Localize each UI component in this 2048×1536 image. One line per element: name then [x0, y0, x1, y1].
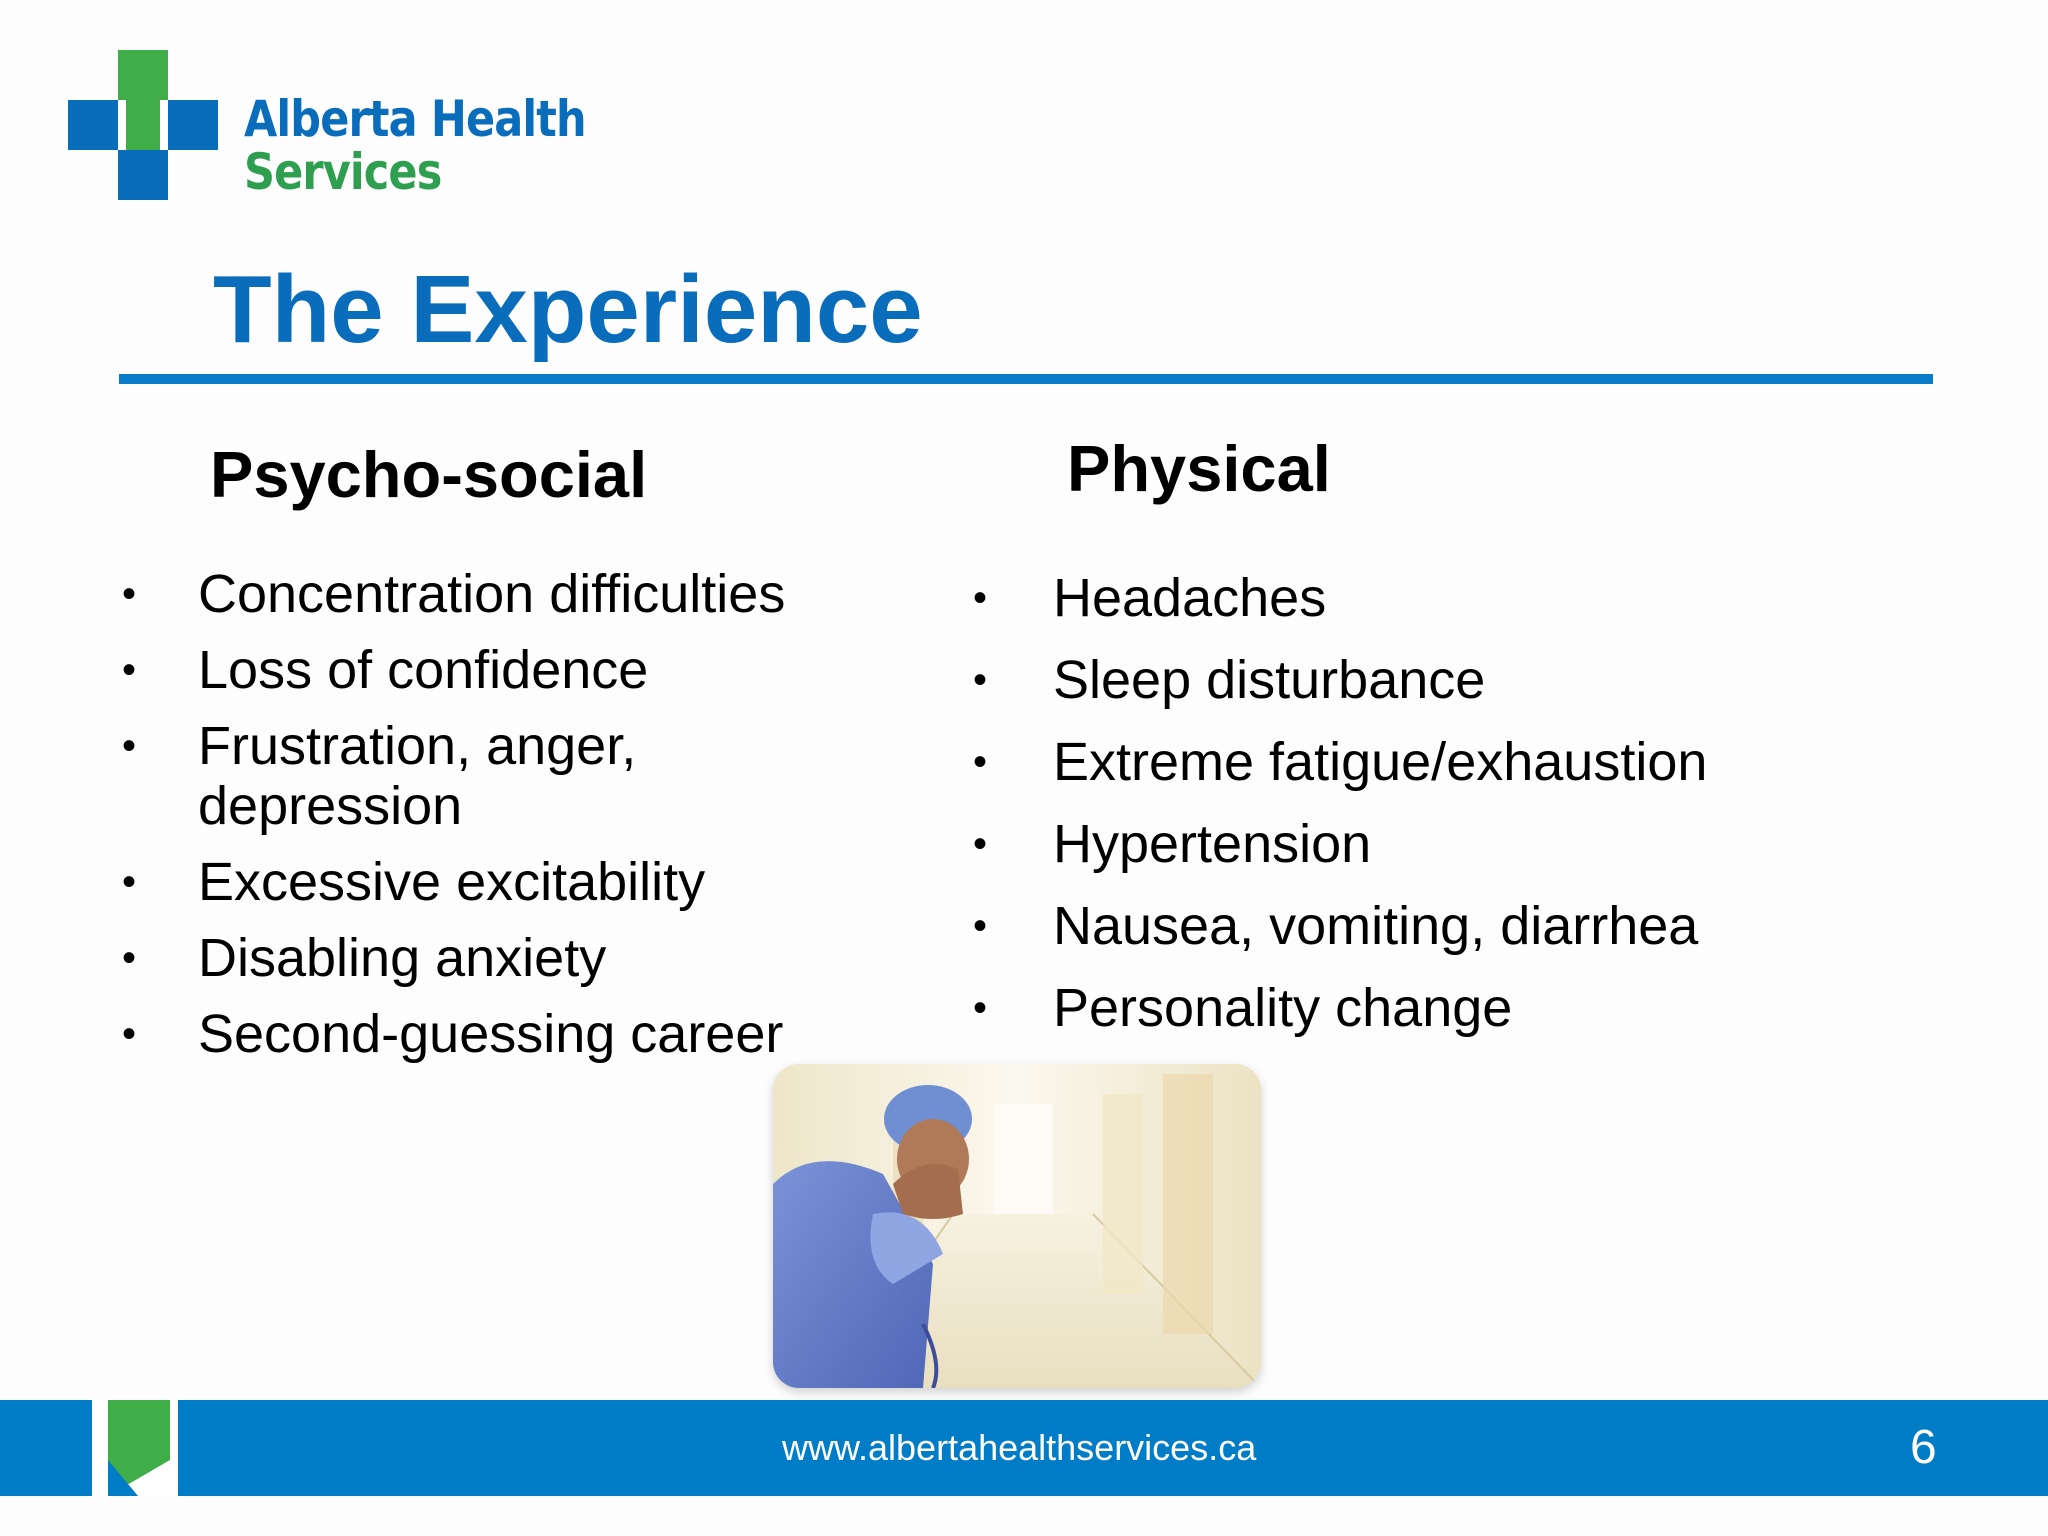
list-item	[122, 564, 858, 624]
bullet-icon: •	[973, 822, 988, 866]
list-item-text: Frustration, anger, depression	[198, 716, 637, 836]
bullet-icon: •	[973, 986, 988, 1030]
physical-list	[973, 568, 1853, 1060]
bullet-icon: •	[122, 648, 137, 692]
list-item-text: Extreme fatigue/exhaustion	[1053, 732, 1708, 792]
bullet-icon: •	[122, 860, 137, 904]
slide-title: The Experience	[213, 256, 923, 363]
logo-text-line2: Services	[244, 143, 442, 201]
list-item-text: Second-guessing career	[198, 1004, 784, 1064]
bullet-icon: •	[122, 936, 137, 980]
list-item	[122, 928, 858, 988]
list-item	[973, 978, 1853, 1038]
footer-website-link[interactable]: www.albertahealthservices.ca	[782, 1427, 1257, 1468]
psycho-social-list	[122, 564, 858, 1080]
list-item	[973, 896, 1853, 956]
list-item	[973, 814, 1853, 874]
footer-logo-block	[0, 1400, 92, 1496]
list-item	[122, 716, 858, 836]
list-item	[122, 852, 858, 912]
list-item	[973, 568, 1853, 628]
list-item	[973, 650, 1853, 710]
alberta-health-services-logo	[68, 50, 588, 200]
list-item-text: Concentration difficulties	[198, 564, 786, 624]
list-item	[122, 1004, 858, 1064]
psycho-social-heading: Psycho-social	[210, 438, 648, 511]
list-item-text: Headaches	[1053, 568, 1327, 628]
bullet-icon: •	[973, 576, 988, 620]
list-item-text: Personality change	[1053, 978, 1513, 1038]
nurse-in-hallway-illustration	[773, 1064, 1261, 1388]
footer-ahs-mark-icon	[108, 1400, 170, 1496]
logo-text-line1: Alberta Health	[244, 90, 586, 148]
list-item-text: Nausea, vomiting, diarrhea	[1053, 896, 1699, 956]
list-item	[122, 640, 858, 700]
page-number: 6	[1910, 1421, 1937, 1474]
list-item	[973, 732, 1853, 792]
bullet-icon: •	[973, 740, 988, 784]
list-item-text: Hypertension	[1053, 814, 1372, 874]
ahs-cross-icon	[68, 50, 218, 200]
physical-heading: Physical	[1067, 432, 1331, 505]
list-item-text: Disabling anxiety	[198, 928, 607, 988]
footer-divider	[92, 1400, 108, 1496]
distressed-nurse-photo	[773, 1064, 1261, 1388]
bullet-icon: •	[973, 904, 988, 948]
list-item-text: Sleep disturbance	[1053, 650, 1486, 710]
bullet-icon: •	[973, 658, 988, 702]
list-item-text: Excessive excitability	[198, 852, 706, 912]
bullet-icon: •	[122, 724, 137, 768]
bullet-icon: •	[122, 1012, 137, 1056]
footer-bar	[0, 1400, 2048, 1496]
title-underline	[119, 374, 1933, 384]
list-item-text: Loss of confidence	[198, 640, 649, 700]
footer-divider	[170, 1400, 178, 1496]
bullet-icon: •	[122, 572, 137, 616]
